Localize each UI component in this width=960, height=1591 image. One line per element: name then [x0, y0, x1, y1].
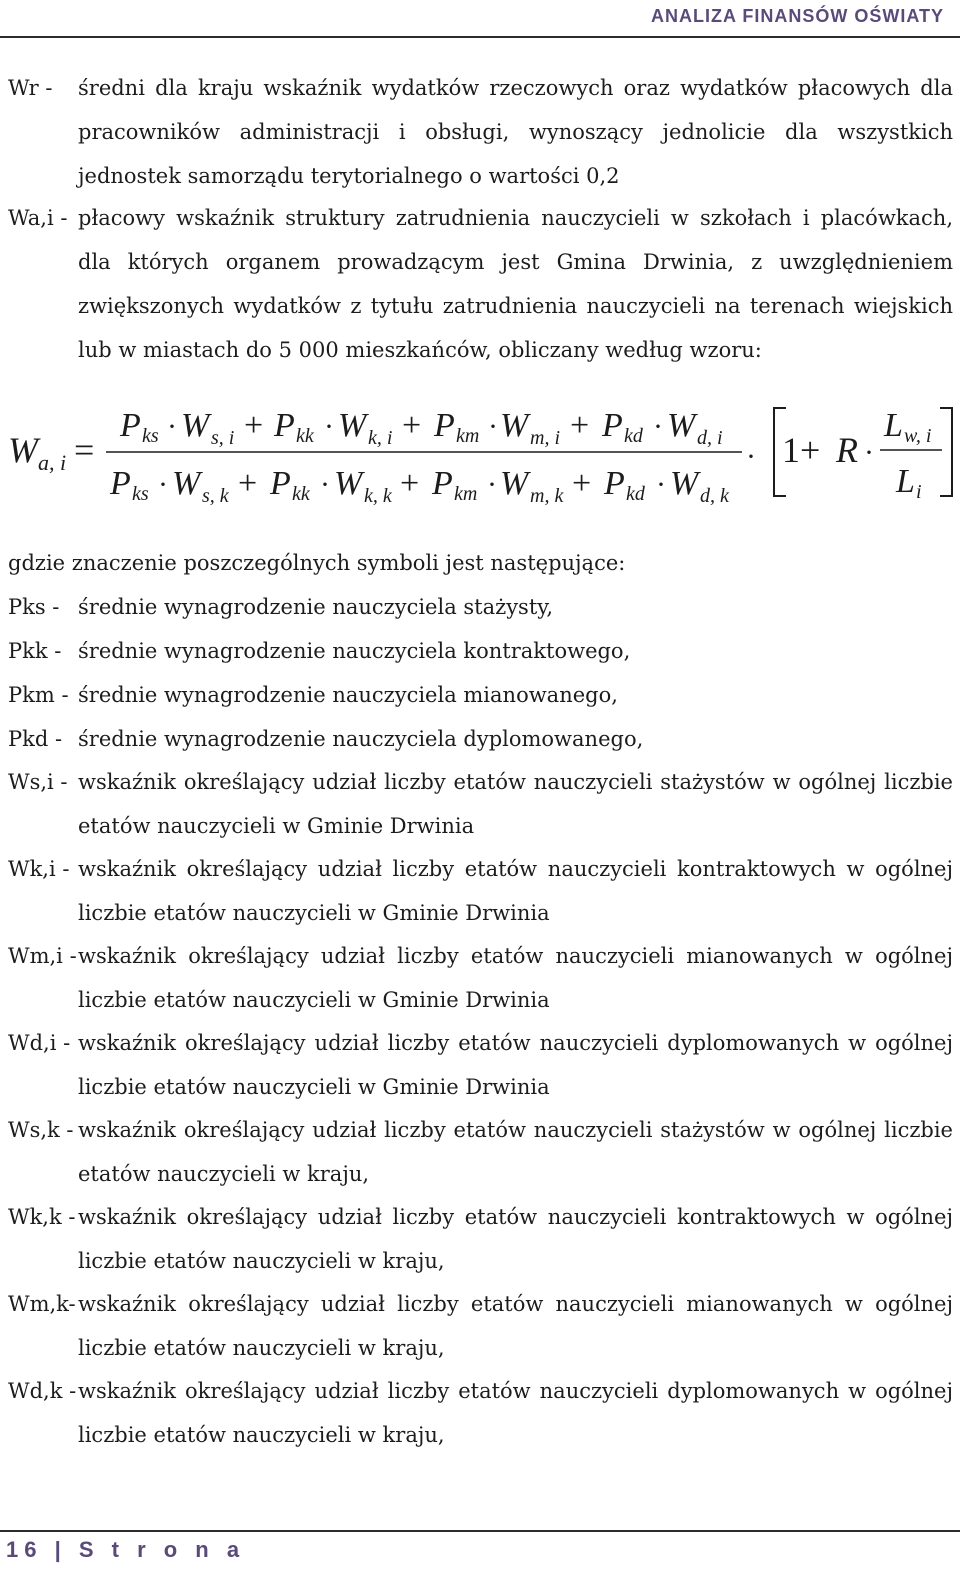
definition-line: liczbie etatów nauczycieli w Gminie Drwinia	[78, 988, 550, 1012]
formula-svg	[0, 398, 960, 508]
definition-wmk	[0, 1292, 960, 1380]
num-p-kk: P	[274, 407, 295, 444]
r-dot: ·	[864, 436, 874, 469]
den-w-k-sub: k, k	[364, 485, 392, 507]
definition-line: etatów nauczycieli w kraju,	[78, 1162, 370, 1186]
dot: ·	[487, 468, 497, 501]
num-w-s: W	[181, 407, 210, 444]
den-p-km: P	[432, 465, 453, 502]
dot: ·	[656, 468, 666, 501]
definition-symbol: Pks -	[8, 595, 60, 619]
definition-line: etatów nauczycieli w Gminie Drwinia	[78, 814, 475, 838]
num-p-kd-sub: kd	[624, 425, 643, 447]
dot: ·	[158, 468, 168, 501]
l-denominator: L	[896, 463, 915, 500]
multiply-dot: ·	[746, 440, 756, 473]
dot: ·	[324, 410, 334, 443]
definition-wr	[0, 76, 960, 206]
definition-symbol: Wm,i -	[8, 944, 77, 968]
den-w-s-sub: s, k	[202, 485, 229, 507]
definition-line: zwiększonych wydatków z tytułu zatrudnienia nauczycieli na terenach wiejskich	[78, 294, 953, 318]
plus: +	[570, 407, 590, 444]
den-w-m: W	[500, 465, 529, 502]
definition-wdi	[0, 1031, 960, 1119]
definition-line: wskaźnik określający udział liczby etatów nauczycieli kontraktowych w ogólnej	[78, 1205, 953, 1229]
page-footer	[0, 1530, 960, 1580]
den-p-ks-sub: ks	[132, 483, 149, 505]
definition-pkm	[0, 683, 960, 727]
den-p-km-sub: km	[454, 483, 478, 505]
footer-divider	[0, 1530, 960, 1532]
header-divider	[0, 36, 960, 38]
definition-line: wskaźnik określający udział liczby etatów nauczycieli kontraktowych w ogólnej	[78, 857, 953, 881]
definition-symbol: Ws,i -	[8, 770, 68, 794]
definition-line: średnie wynagrodzenie nauczyciela dyplomowanego,	[78, 727, 644, 751]
definition-symbol: Wk,k -	[8, 1205, 76, 1229]
den-w-s: W	[172, 465, 201, 502]
dot: ·	[653, 410, 663, 443]
definition-line: średnie wynagrodzenie nauczyciela stażysty,	[78, 595, 554, 619]
definition-wdk	[0, 1379, 960, 1467]
definition-pkd	[0, 727, 960, 771]
plus: +	[400, 465, 420, 502]
den-w-m-sub: m, k	[530, 485, 564, 507]
definition-line: wskaźnik określający udział liczby etatów nauczycieli dyplomowanych w ogólnej	[78, 1379, 953, 1403]
den-w-d-sub: d, k	[700, 485, 729, 507]
definition-wki	[0, 857, 960, 945]
den-p-kd: P	[604, 465, 625, 502]
definition-line: płacowy wskaźnik struktury zatrudnienia nauczycieli w szkołach i placówkach,	[78, 206, 953, 230]
equals-sign: =	[74, 430, 95, 470]
dot: ·	[167, 410, 177, 443]
num-w-k-sub: k, i	[368, 427, 393, 449]
num-p-kd: P	[602, 407, 623, 444]
den-p-kd-sub: kd	[626, 483, 645, 505]
den-w-k: W	[334, 465, 363, 502]
page-header	[0, 0, 960, 38]
definition-line: wskaźnik określający udział liczby etatów nauczycieli mianowanych w ogólnej	[78, 1292, 953, 1316]
definition-line: lub w miastach do 5 000 mieszkańców, obliczany według wzoru:	[78, 338, 762, 362]
num-w-m-sub: m, i	[530, 427, 560, 449]
one: 1	[782, 430, 800, 470]
definition-line: jednostek samorządu terytorialnego o wartości 0,2	[78, 164, 620, 188]
numerator	[119, 407, 723, 449]
definition-line: liczbie etatów nauczycieli w kraju,	[78, 1249, 445, 1273]
definition-wai	[0, 206, 960, 376]
definition-symbol: Wd,i -	[8, 1031, 71, 1055]
definition-line: wskaźnik określający udział liczby etatów nauczycieli mianowanych w ogólnej	[78, 944, 953, 968]
num-w-s-sub: s, i	[211, 427, 235, 449]
definition-symbol: Wa,i -	[8, 206, 68, 230]
dot: ·	[320, 468, 330, 501]
r-coefficient: R	[836, 430, 858, 470]
bracket-plus: +	[800, 430, 821, 470]
plus: +	[244, 407, 264, 444]
definition-symbol: Pkm -	[8, 683, 69, 707]
definition-symbol: Pkk -	[8, 639, 62, 663]
definition-wmi	[0, 944, 960, 1032]
den-p-ks: P	[110, 465, 131, 502]
den-w-d: W	[670, 465, 699, 502]
plus: +	[572, 465, 592, 502]
definition-line: wskaźnik określający udział liczby etatów nauczycieli dyplomowanych w ogólnej	[78, 1031, 953, 1055]
plus: +	[402, 407, 422, 444]
definition-line: średni dla kraju wskaźnik wydatków rzeczowych oraz wydatków płacowych dla	[78, 76, 953, 100]
l-numerator: L	[884, 407, 903, 444]
num-w-d: W	[667, 407, 696, 444]
definition-symbol: Ws,k -	[8, 1118, 74, 1142]
definition-line: średnie wynagrodzenie nauczyciela mianowanego,	[78, 683, 618, 707]
definition-line: dla których organem prowadzącym jest Gmina Drwinia, z uwzględnieniem	[78, 250, 953, 274]
definition-pks	[0, 595, 960, 639]
definition-symbol: Wk,i -	[8, 857, 70, 881]
page-number: 16 | S t r o n a	[6, 1537, 246, 1562]
lhs-symbol: W	[8, 430, 38, 470]
definition-line: liczbie etatów nauczycieli w kraju,	[78, 1336, 445, 1360]
plus: +	[238, 465, 258, 502]
lhs-subscript: a, i	[38, 450, 67, 475]
definition-line: średnie wynagrodzenie nauczyciela kontraktowego,	[78, 639, 631, 663]
l-numerator-sub: w, i	[904, 425, 932, 447]
symbols-intro: gdzie znaczenie poszczególnych symboli jest następujące:	[8, 551, 626, 575]
denominator	[109, 465, 730, 507]
definition-line: liczbie etatów nauczycieli w Gminie Drwinia	[78, 1075, 550, 1099]
wai-formula	[0, 398, 960, 508]
right-bracket	[940, 408, 952, 496]
num-p-km-sub: km	[456, 425, 480, 447]
definition-symbol: Pkd -	[8, 727, 63, 751]
den-p-kk-sub: kk	[292, 483, 310, 505]
definition-line: pracowników administracji i obsługi, wynoszący jednolicie dla wszystkich	[78, 120, 953, 144]
dot: ·	[488, 410, 498, 443]
definition-line: liczbie etatów nauczycieli w kraju,	[78, 1423, 445, 1447]
num-w-d-sub: d, i	[697, 427, 723, 449]
num-p-ks-sub: ks	[142, 425, 159, 447]
num-w-k: W	[338, 407, 367, 444]
definition-line: wskaźnik określający udział liczby etatów nauczycieli stażystów w ogólnej liczbie	[78, 770, 953, 794]
definition-symbol: Wd,k -	[8, 1379, 77, 1403]
l-denominator-sub: i	[916, 481, 922, 503]
num-p-km: P	[434, 407, 455, 444]
definition-wsk	[0, 1118, 960, 1206]
num-p-ks: P	[120, 407, 141, 444]
definition-wsi	[0, 770, 960, 858]
definition-pkk	[0, 639, 960, 683]
definition-line: liczbie etatów nauczycieli w Gminie Drwinia	[78, 901, 550, 925]
definition-symbol: Wr -	[8, 76, 53, 100]
header-title: ANALIZA FINANSÓW OŚWIATY	[651, 6, 944, 26]
definition-symbol: Wm,k-	[8, 1292, 76, 1316]
den-p-kk: P	[270, 465, 291, 502]
num-w-m: W	[500, 407, 529, 444]
definition-wkk	[0, 1205, 960, 1293]
num-p-kk-sub: kk	[296, 425, 314, 447]
definition-line: wskaźnik określający udział liczby etatów nauczycieli stażystów w ogólnej liczbie	[78, 1118, 953, 1142]
